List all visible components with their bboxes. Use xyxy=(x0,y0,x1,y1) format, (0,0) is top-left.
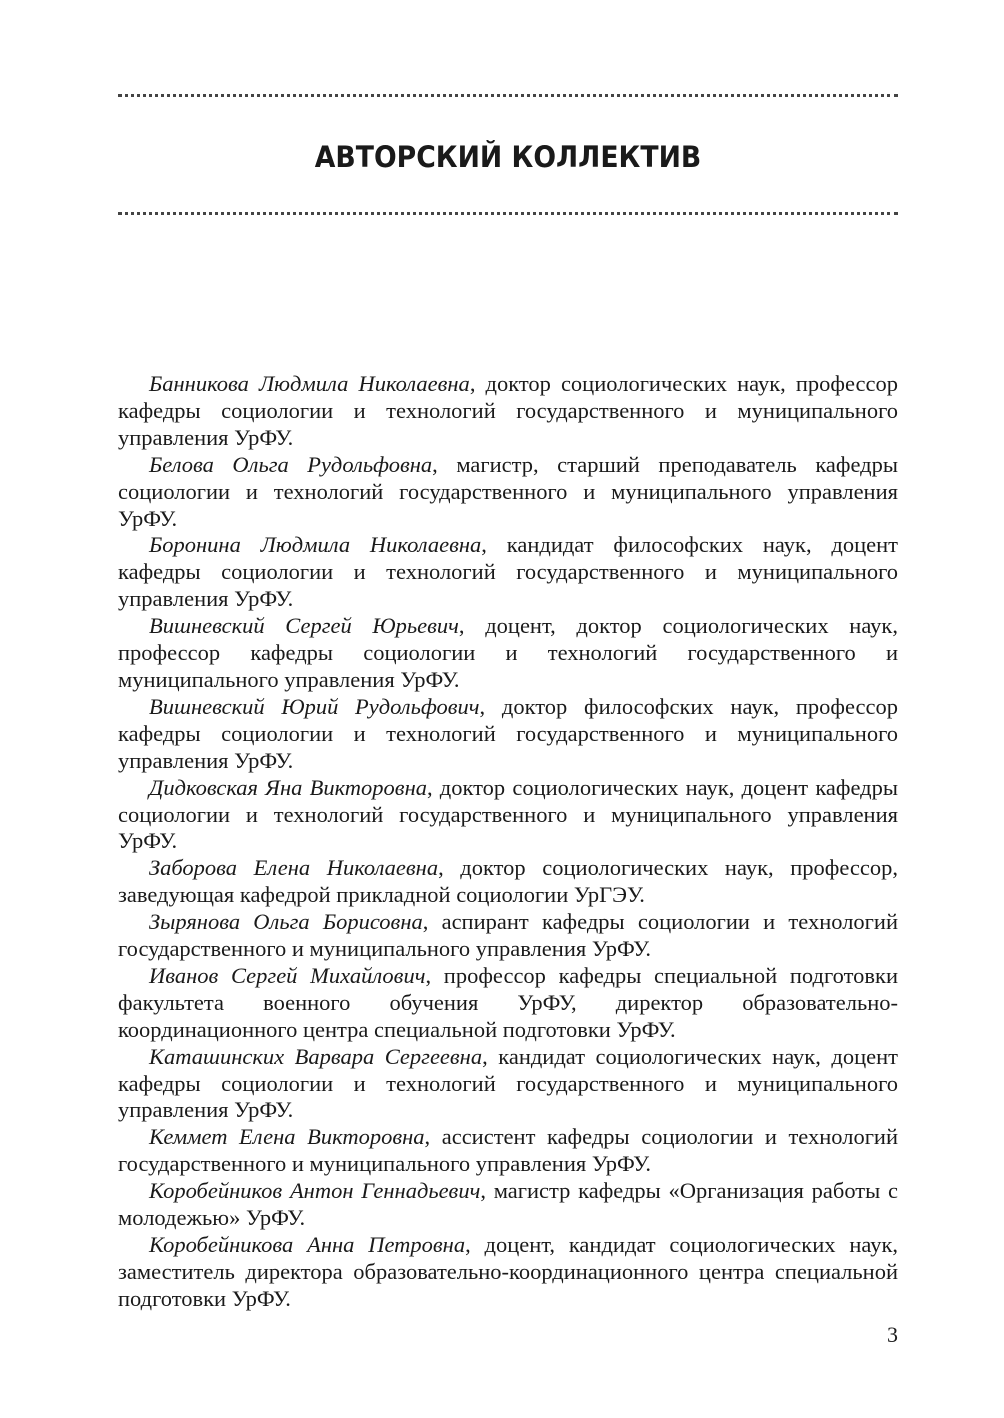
author-description: , доктор социологических наук, профессор, заведующая кафедрой прикладной социологии УрГЭУ. xyxy=(118,855,898,908)
author-description: , кандидат философских наук, доцент кафедры социологии и технологий государственного и муниципального управления УрФУ. xyxy=(118,532,898,612)
author-entry xyxy=(118,775,898,856)
author-entry xyxy=(118,613,898,694)
author-name: Дидковская Яна Викторовна xyxy=(149,774,427,800)
author-description: , доцент, кандидат социологических наук, заместитель директора образовательно-координационного центра специальной подготовки УрФУ. xyxy=(118,1232,899,1311)
author-description: , доктор социологических наук, профессор кафедры социологии и технологий государственного и муниципального управления УрФУ. xyxy=(118,371,898,450)
author-list xyxy=(118,371,898,1313)
author-name: Зырянова Ольга Борисовна xyxy=(149,909,423,935)
author-description: , магистр кафедры «Организация работы с молодежью» УрФУ. xyxy=(118,1178,898,1231)
author-description: , кандидат социологических наук, доцент кафедры социологии и технологий государственного и муниципального управления УрФУ. xyxy=(118,1043,898,1123)
author-name: Боронина Людмила Николаевна xyxy=(149,532,482,558)
author-description: , доцент, доктор социологических наук, профессор кафедры социологии и технологий государственного и муниципального управления УрФУ. xyxy=(118,613,898,692)
author-description: , аспирант кафедры социологии и технологий государственного и муниципального управления УрФУ. xyxy=(118,909,898,962)
author-entry xyxy=(118,909,898,963)
author-description: , доктор философских наук, профессор кафедры социологии и технологий государственного и муниципального управления УрФУ. xyxy=(118,693,898,773)
author-entry xyxy=(118,1044,898,1125)
author-entry xyxy=(118,1124,898,1178)
author-name: Коробейникова Анна Петровна xyxy=(149,1232,466,1257)
author-name: Каташинских Варвара Сергеевна xyxy=(149,1043,483,1069)
author-entry xyxy=(118,1232,898,1313)
page-title: АВТОРСКИЙ КОЛЛЕКТИВ xyxy=(314,140,702,174)
author-description: , профессор кафедры специальной подготовки факультета военного обучения УрФУ, директор образовательно-координационного центра специальной подготовки УрФУ. xyxy=(118,962,898,1042)
author-description: , доктор социологических наук, доцент кафедры социологии и технологий государственного и муниципального управления УрФУ. xyxy=(118,774,898,854)
page-number: 3 xyxy=(887,1322,898,1347)
author-name: Коробейников Антон Геннадьевич xyxy=(149,1178,481,1204)
author-entry xyxy=(118,694,898,775)
bottom-dotted-divider xyxy=(118,212,898,215)
author-entry xyxy=(118,532,898,613)
author-entry xyxy=(118,855,898,909)
author-name: Иванов Сергей Михайлович xyxy=(149,962,426,988)
author-name: Вишневский Сергей Юрьевич xyxy=(149,613,459,639)
author-description: , магистр, старший преподаватель кафедры социологии и технологий государственного и муниципального управления УрФУ. xyxy=(118,451,898,531)
author-description: , ассистент кафедры социологии и технологий государственного и муниципального управления УрФУ. xyxy=(118,1124,899,1177)
author-name: Вишневский Юрий Рудольфович xyxy=(149,693,480,719)
author-entry xyxy=(118,963,898,1044)
top-dotted-divider xyxy=(118,94,898,97)
author-entry xyxy=(118,452,898,533)
author-name: Банникова Людмила Николаевна xyxy=(149,371,470,396)
author-name: Кеммет Елена Викторовна xyxy=(149,1124,425,1150)
author-entry xyxy=(118,371,898,452)
author-name: Заборова Елена Николаевна xyxy=(149,855,439,881)
author-entry xyxy=(118,1178,898,1232)
author-name: Белова Ольга Рудольфовна xyxy=(149,451,433,477)
